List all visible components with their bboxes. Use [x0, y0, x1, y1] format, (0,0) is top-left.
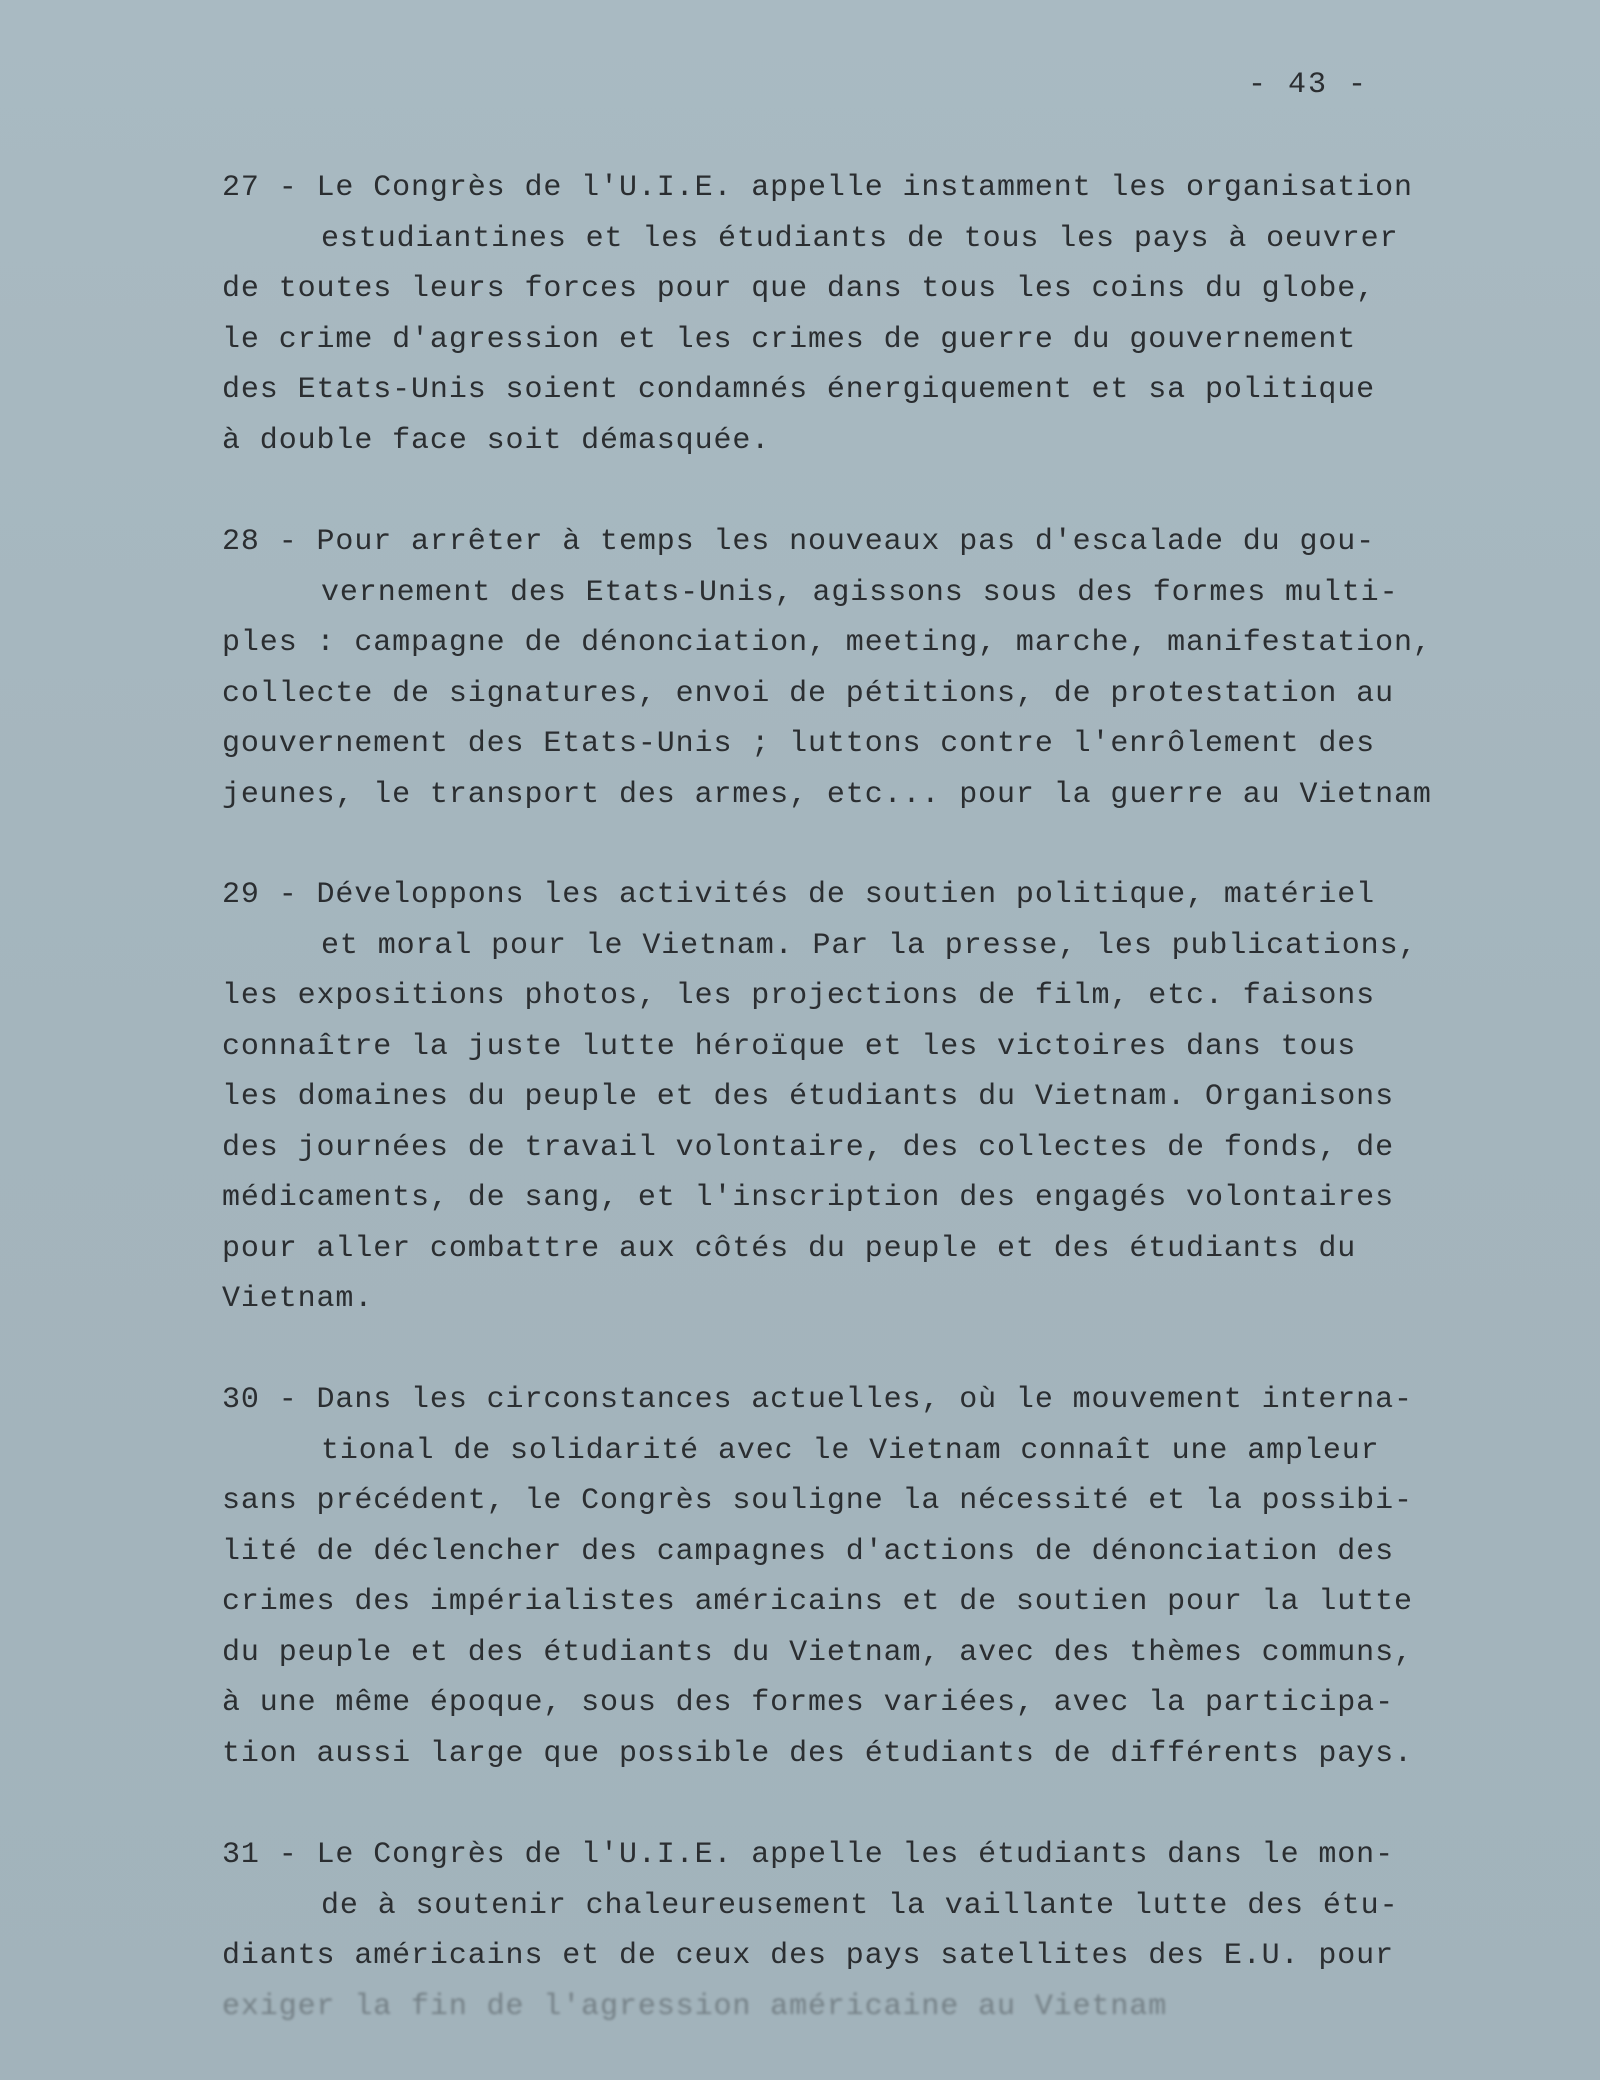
paragraph-line: exiger la fin de l'agression américaine au Vietnam — [222, 1989, 1168, 2024]
paragraph-line: vernement des Etats-Unis, agissons sous des formes multi- — [321, 575, 1399, 610]
paragraph-30 — [222, 1375, 1512, 1779]
paragraph-line: 27 - Le Congrès de l'U.I.E. appelle instamment les organisation — [222, 171, 1413, 205]
paragraph-line: diants américains et de ceux des pays satellites des E.U. pour — [222, 1939, 1394, 1973]
page-number: - 43 - — [1248, 68, 1369, 102]
paragraph-line: tion aussi large que possible des étudiants de différents pays. — [222, 1736, 1413, 1771]
paragraph-line: les domaines du peuple et des étudiants du Vietnam. Organisons — [222, 1080, 1394, 1114]
paragraph-line: médicaments, de sang, et l'inscription des engagés volontaires — [222, 1181, 1394, 1215]
paragraph-line: collecte de signatures, envoi de pétitions, de protestation au — [222, 676, 1394, 711]
paragraph-line: les expositions photos, les projections de film, etc. faisons — [222, 979, 1376, 1013]
paragraph-28 — [222, 517, 1512, 820]
paragraph-line: pour aller combattre aux côtés du peuple et des étudiants du — [222, 1231, 1357, 1266]
paragraph-line: lité de déclencher des campagnes d'actions de dénonciation des — [222, 1534, 1394, 1569]
paragraph-line: gouvernement des Etats-Unis ; luttons contre l'enrôlement des — [222, 727, 1376, 761]
paragraph-line: sans précédent, le Congrès souligne la nécessité et la possibi- — [222, 1484, 1413, 1518]
paragraph-line: 29 - Développons les activités de soutien politique, matériel — [222, 878, 1376, 912]
paragraph-line: jeunes, le transport des armes, etc... pour la guerre au Vietnam — [222, 777, 1432, 812]
paragraph-line: 31 - Le Congrès de l'U.I.E. appelle les étudiants dans le mon- — [222, 1838, 1394, 1872]
paragraph-line: 28 - Pour arrêter à temps les nouveaux pas d'escalade du gou- — [222, 525, 1376, 559]
paragraph-line: à une même époque, sous des formes variées, avec la participa- — [222, 1686, 1394, 1720]
paragraph-line: le crime d'agression et les crimes de guerre du gouvernement — [222, 322, 1357, 357]
paragraph-line: Vietnam. — [222, 1282, 374, 1316]
paragraph-27 — [222, 163, 1512, 466]
paragraph-line: crimes des impérialistes américains et de soutien pour la lutte — [222, 1585, 1413, 1619]
paragraph-line: estudiantines et les étudiants de tous les pays à oeuvrer — [321, 221, 1399, 256]
paragraph-29 — [222, 870, 1512, 1325]
paragraph-line: tional de solidarité avec le Vietnam connaît une ampleur — [321, 1433, 1380, 1468]
paragraph-line: des Etats-Unis soient condamnés énergiquement et sa politique — [222, 373, 1376, 407]
paragraph-line: ples : campagne de dénonciation, meeting, marche, manifestation, — [222, 626, 1432, 660]
paragraph-line: à double face soit démasquée. — [222, 423, 771, 458]
paragraph-line: de toutes leurs forces pour que dans tous les coins du globe, — [222, 272, 1376, 306]
paragraph-line: des journées de travail volontaire, des collectes de fonds, de — [222, 1130, 1394, 1165]
paragraph-line: de à soutenir chaleureusement la vaillante lutte des étu- — [321, 1888, 1399, 1923]
paragraph-line: et moral pour le Vietnam. Par la presse, les publications, — [321, 928, 1418, 963]
paragraph-31 — [222, 1830, 1512, 2032]
paragraph-line: connaître la juste lutte héroïque et les victoires dans tous — [222, 1029, 1357, 1064]
paragraph-line: du peuple et des étudiants du Vietnam, avec des thèmes communs, — [222, 1635, 1413, 1670]
paragraph-line: 30 - Dans les circonstances actuelles, où le mouvement interna- — [222, 1383, 1413, 1417]
